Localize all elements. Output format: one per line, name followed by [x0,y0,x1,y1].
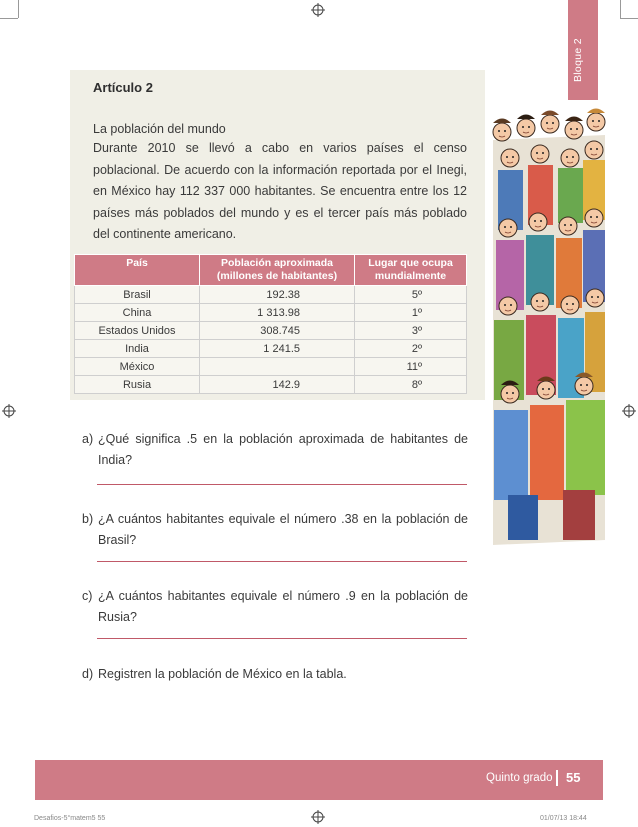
population-cell: 1 313.98 [200,304,355,322]
answer-line-c[interactable] [97,638,467,639]
table-row [75,376,467,394]
table-header-row [75,255,467,286]
block-label: Bloque 2 [572,38,584,82]
crosshair-icon [311,810,325,824]
block-side-tab [568,0,598,100]
article-paragraph: Durante 2010 se llevó a cabo en varios países el censo poblacional. De acuerdo con la información reportada por el Inegi, en México hay 112 337 000 habitantes. Se encuentra entre los 12 países más poblados del mundo y es el tercer país más poblado del continente americano. [93,141,467,241]
crowd-illustration [488,100,610,560]
country-cell: Estados Unidos [75,322,200,340]
question-d [82,664,468,685]
population-cell: 142.9 [200,376,355,394]
population-table [74,254,467,394]
page-separator [556,770,558,786]
question-b [82,509,468,551]
rank-cell: 1º [355,304,467,322]
question-text: Registren la población de México en la tabla. [98,667,347,681]
population-cell[interactable] [200,358,355,376]
trim-mark [620,18,638,19]
answer-line-a[interactable] [97,484,467,485]
table-row [75,322,467,340]
trim-mark [0,18,18,19]
header-country: País [75,255,200,286]
trim-mark [620,0,621,18]
table-row [75,304,467,322]
rank-cell: 2º [355,340,467,358]
question-text: ¿Qué significa .5 en la población aproximada de habitantes de India? [98,432,468,467]
answer-line-b[interactable] [97,561,467,562]
population-cell: 1 241.5 [200,340,355,358]
question-text: ¿A cuántos habitantes equivale el número .9 en la población de Rusia? [98,589,468,624]
table-row [75,358,467,376]
population-cell: 308.745 [200,322,355,340]
question-label: a) [82,432,94,446]
table-row [75,286,467,304]
country-cell: México [75,358,200,376]
population-cell: 192.38 [200,286,355,304]
page-number: 55 [566,770,581,785]
country-cell: India [75,340,200,358]
country-cell: China [75,304,200,322]
question-text: ¿A cuántos habitantes equivale el número .38 en la población de Brasil? [98,512,468,547]
grade-label: Quinto grado [486,772,553,784]
question-label: c) [82,589,93,603]
country-cell: Rusia [75,376,200,394]
question-c [82,586,468,628]
print-info-left: Desafios-5°matem5 55 [34,815,106,822]
rank-cell: 5º [355,286,467,304]
rank-cell: 11º [355,358,467,376]
rank-cell: 3º [355,322,467,340]
crosshair-icon [311,3,325,17]
article-title: Artículo 2 [93,80,153,95]
rank-cell: 8º [355,376,467,394]
question-label: d) [82,667,94,681]
question-label: b) [82,512,94,526]
crosshair-icon [2,404,16,418]
country-cell: Brasil [75,286,200,304]
article-subtitle: La población del mundo [93,122,226,136]
header-population: Población aproximada (millones de habitantes) [200,255,355,286]
question-a [82,429,468,471]
trim-mark [18,0,19,18]
print-info-right: 01/07/13 18:44 [540,815,587,822]
header-rank: Lugar que ocupa mundialmente [355,255,467,286]
crosshair-icon [622,404,636,418]
table-row [75,340,467,358]
